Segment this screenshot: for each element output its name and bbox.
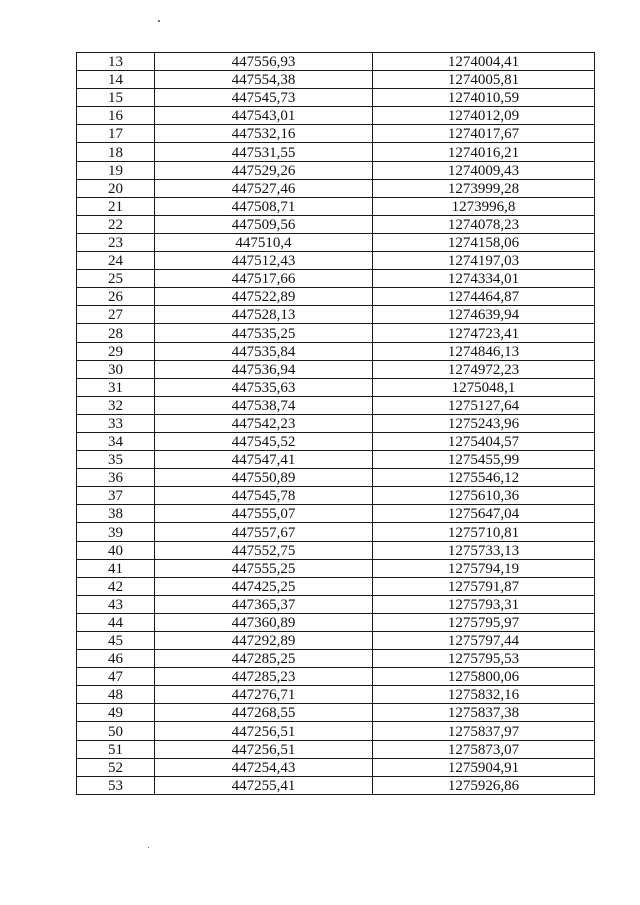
x-coordinate-cell: 447550,89	[155, 469, 373, 487]
y-coordinate-cell: 1275832,16	[373, 686, 595, 704]
table-row	[77, 523, 595, 541]
y-coordinate-cell: 1274723,41	[373, 324, 595, 342]
y-coordinate-cell: 1274004,41	[373, 53, 595, 71]
table-row	[77, 740, 595, 758]
point-number-cell: 39	[77, 523, 155, 541]
x-coordinate-cell: 447547,41	[155, 451, 373, 469]
table-body	[77, 53, 595, 795]
point-number-cell: 37	[77, 487, 155, 505]
table-row	[77, 288, 595, 306]
point-number-cell: 49	[77, 704, 155, 722]
y-coordinate-cell: 1275926,86	[373, 776, 595, 794]
y-coordinate-cell: 1274972,23	[373, 360, 595, 378]
table-row	[77, 125, 595, 143]
table-row	[77, 396, 595, 414]
x-coordinate-cell: 447536,94	[155, 360, 373, 378]
point-number-cell: 23	[77, 233, 155, 251]
point-number-cell: 30	[77, 360, 155, 378]
y-coordinate-cell: 1275791,87	[373, 577, 595, 595]
point-number-cell: 48	[77, 686, 155, 704]
x-coordinate-cell: 447508,71	[155, 197, 373, 215]
point-number-cell: 22	[77, 215, 155, 233]
table-row	[77, 197, 595, 215]
y-coordinate-cell: 1274078,23	[373, 215, 595, 233]
table-row	[77, 360, 595, 378]
y-coordinate-cell: 1274846,13	[373, 342, 595, 360]
point-number-cell: 36	[77, 469, 155, 487]
point-number-cell: 38	[77, 505, 155, 523]
point-number-cell: 15	[77, 89, 155, 107]
x-coordinate-cell: 447256,51	[155, 740, 373, 758]
x-coordinate-cell: 447512,43	[155, 252, 373, 270]
y-coordinate-cell: 1274005,81	[373, 71, 595, 89]
table-row	[77, 704, 595, 722]
x-coordinate-cell: 447545,73	[155, 89, 373, 107]
y-coordinate-cell: 1274464,87	[373, 288, 595, 306]
x-coordinate-cell: 447425,25	[155, 577, 373, 595]
y-coordinate-cell: 1275795,53	[373, 650, 595, 668]
table-row	[77, 143, 595, 161]
table-row	[77, 469, 595, 487]
y-coordinate-cell: 1275455,99	[373, 451, 595, 469]
point-number-cell: 24	[77, 252, 155, 270]
point-number-cell: 50	[77, 722, 155, 740]
point-number-cell: 17	[77, 125, 155, 143]
table-row	[77, 541, 595, 559]
point-number-cell: 47	[77, 668, 155, 686]
point-number-cell: 29	[77, 342, 155, 360]
y-coordinate-cell: 1275873,07	[373, 740, 595, 758]
y-coordinate-cell: 1275610,36	[373, 487, 595, 505]
point-number-cell: 52	[77, 758, 155, 776]
point-number-cell: 20	[77, 179, 155, 197]
table-row	[77, 414, 595, 432]
x-coordinate-cell: 447292,89	[155, 632, 373, 650]
x-coordinate-cell: 447510,4	[155, 233, 373, 251]
y-coordinate-cell: 1274158,06	[373, 233, 595, 251]
y-coordinate-cell: 1275127,64	[373, 396, 595, 414]
point-number-cell: 33	[77, 414, 155, 432]
y-coordinate-cell: 1275243,96	[373, 414, 595, 432]
point-number-cell: 46	[77, 650, 155, 668]
x-coordinate-cell: 447545,52	[155, 432, 373, 450]
x-coordinate-cell: 447285,25	[155, 650, 373, 668]
table-row	[77, 613, 595, 631]
scan-speck	[158, 20, 160, 22]
point-number-cell: 14	[77, 71, 155, 89]
x-coordinate-cell: 447545,78	[155, 487, 373, 505]
point-number-cell: 25	[77, 270, 155, 288]
y-coordinate-cell: 1275793,31	[373, 595, 595, 613]
table-row	[77, 71, 595, 89]
x-coordinate-cell: 447522,89	[155, 288, 373, 306]
y-coordinate-cell: 1275733,13	[373, 541, 595, 559]
table-row	[77, 776, 595, 794]
y-coordinate-cell: 1275837,38	[373, 704, 595, 722]
y-coordinate-cell: 1274009,43	[373, 161, 595, 179]
point-number-cell: 40	[77, 541, 155, 559]
y-coordinate-cell: 1275837,97	[373, 722, 595, 740]
table-row	[77, 179, 595, 197]
x-coordinate-cell: 447255,41	[155, 776, 373, 794]
table-row	[77, 233, 595, 251]
y-coordinate-cell: 1275800,06	[373, 668, 595, 686]
table-row	[77, 758, 595, 776]
x-coordinate-cell: 447517,66	[155, 270, 373, 288]
x-coordinate-cell: 447535,63	[155, 378, 373, 396]
table-row	[77, 487, 595, 505]
y-coordinate-cell: 1275794,19	[373, 559, 595, 577]
table-row	[77, 270, 595, 288]
point-number-cell: 18	[77, 143, 155, 161]
x-coordinate-cell: 447552,75	[155, 541, 373, 559]
x-coordinate-cell: 447556,93	[155, 53, 373, 71]
point-number-cell: 27	[77, 306, 155, 324]
table-row	[77, 668, 595, 686]
point-number-cell: 19	[77, 161, 155, 179]
x-coordinate-cell: 447538,74	[155, 396, 373, 414]
y-coordinate-cell: 1274639,94	[373, 306, 595, 324]
table-row	[77, 252, 595, 270]
table-row	[77, 722, 595, 740]
y-coordinate-cell: 1274017,67	[373, 125, 595, 143]
table-row	[77, 432, 595, 450]
table-row	[77, 595, 595, 613]
point-number-cell: 21	[77, 197, 155, 215]
y-coordinate-cell: 1274197,03	[373, 252, 595, 270]
x-coordinate-cell: 447509,56	[155, 215, 373, 233]
point-number-cell: 32	[77, 396, 155, 414]
point-number-cell: 43	[77, 595, 155, 613]
x-coordinate-cell: 447555,07	[155, 505, 373, 523]
y-coordinate-cell: 1274012,09	[373, 107, 595, 125]
table-row	[77, 342, 595, 360]
x-coordinate-cell: 447543,01	[155, 107, 373, 125]
x-coordinate-cell: 447285,23	[155, 668, 373, 686]
table-row	[77, 215, 595, 233]
table-row	[77, 89, 595, 107]
y-coordinate-cell: 1275904,91	[373, 758, 595, 776]
x-coordinate-cell: 447528,13	[155, 306, 373, 324]
x-coordinate-cell: 447542,23	[155, 414, 373, 432]
point-number-cell: 13	[77, 53, 155, 71]
x-coordinate-cell: 447531,55	[155, 143, 373, 161]
x-coordinate-cell: 447360,89	[155, 613, 373, 631]
y-coordinate-cell: 1275797,44	[373, 632, 595, 650]
table-row	[77, 505, 595, 523]
x-coordinate-cell: 447365,37	[155, 595, 373, 613]
point-number-cell: 31	[77, 378, 155, 396]
coordinates-table	[76, 52, 595, 795]
y-coordinate-cell: 1274010,59	[373, 89, 595, 107]
x-coordinate-cell: 447276,71	[155, 686, 373, 704]
y-coordinate-cell: 1275404,57	[373, 432, 595, 450]
point-number-cell: 44	[77, 613, 155, 631]
table-row	[77, 686, 595, 704]
table-row	[77, 378, 595, 396]
y-coordinate-cell: 1275647,04	[373, 505, 595, 523]
table-row	[77, 306, 595, 324]
point-number-cell: 34	[77, 432, 155, 450]
table-row	[77, 161, 595, 179]
table-row	[77, 451, 595, 469]
y-coordinate-cell: 1275048,1	[373, 378, 595, 396]
point-number-cell: 41	[77, 559, 155, 577]
x-coordinate-cell: 447555,25	[155, 559, 373, 577]
y-coordinate-cell: 1273996,8	[373, 197, 595, 215]
y-coordinate-cell: 1275546,12	[373, 469, 595, 487]
table-row	[77, 107, 595, 125]
point-number-cell: 53	[77, 776, 155, 794]
x-coordinate-cell: 447256,51	[155, 722, 373, 740]
x-coordinate-cell: 447527,46	[155, 179, 373, 197]
point-number-cell: 16	[77, 107, 155, 125]
point-number-cell: 28	[77, 324, 155, 342]
table-row	[77, 577, 595, 595]
table-row	[77, 559, 595, 577]
point-number-cell: 42	[77, 577, 155, 595]
x-coordinate-cell: 447535,25	[155, 324, 373, 342]
table-row	[77, 324, 595, 342]
y-coordinate-cell: 1275710,81	[373, 523, 595, 541]
point-number-cell: 35	[77, 451, 155, 469]
y-coordinate-cell: 1273999,28	[373, 179, 595, 197]
y-coordinate-cell: 1275795,97	[373, 613, 595, 631]
y-coordinate-cell: 1274016,21	[373, 143, 595, 161]
x-coordinate-cell: 447557,67	[155, 523, 373, 541]
x-coordinate-cell: 447254,43	[155, 758, 373, 776]
table-row	[77, 632, 595, 650]
point-number-cell: 26	[77, 288, 155, 306]
x-coordinate-cell: 447529,26	[155, 161, 373, 179]
y-coordinate-cell: 1274334,01	[373, 270, 595, 288]
point-number-cell: 45	[77, 632, 155, 650]
x-coordinate-cell: 447554,38	[155, 71, 373, 89]
scan-speck	[148, 847, 149, 848]
table-row	[77, 650, 595, 668]
point-number-cell: 51	[77, 740, 155, 758]
x-coordinate-cell: 447268,55	[155, 704, 373, 722]
table-row	[77, 53, 595, 71]
x-coordinate-cell: 447535,84	[155, 342, 373, 360]
x-coordinate-cell: 447532,16	[155, 125, 373, 143]
